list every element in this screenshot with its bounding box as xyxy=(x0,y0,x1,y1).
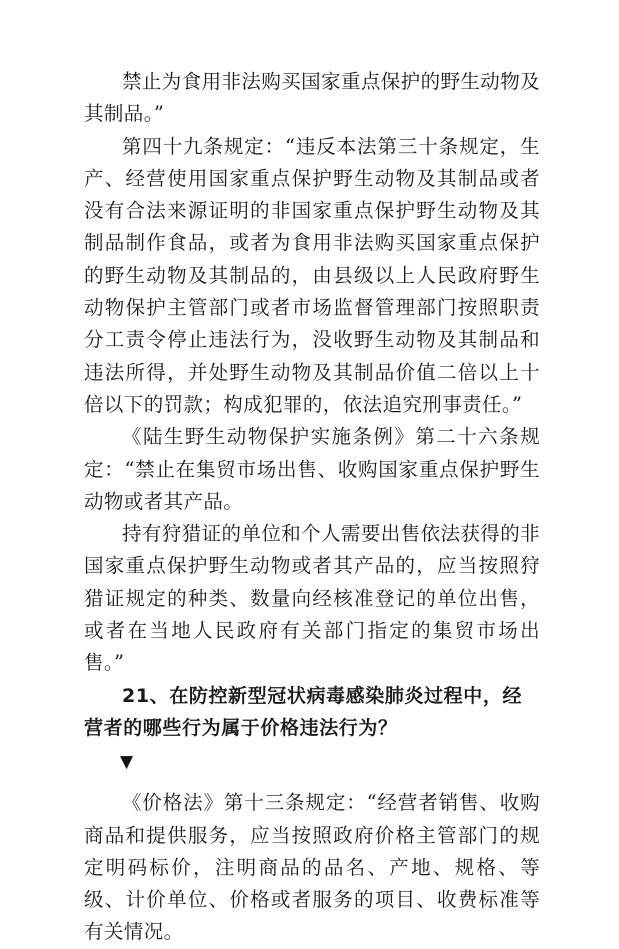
paragraph-wildlife-food-ban: 禁止为食用非法购买国家重点保护的野生动物及其制品。” xyxy=(84,70,540,126)
paragraph-price-law-article-13: 《价格法》第十三条规定：“经营者销售、收购商品和提供服务，应当按照政府价格主管部门的规定明码标价，注明商品的品名、产地、规格、等级、计价单位、价格或者服务的项目、收费标准等有关情况。 xyxy=(84,791,540,944)
question-heading-21: 21、在防控新型冠状病毒感染肺炎过程中，经营者的哪些行为属于价格违法行为？ xyxy=(84,684,523,739)
triangle-down-icon: ▼ xyxy=(120,752,134,773)
paragraph-terrestrial-wildlife-regulation: 《陆生野生动物保护实施条例》第二十六条规定：“禁止在集贸市场出售、收购国家重点保护野生动物或者其产品。 xyxy=(84,425,540,513)
paragraph-article-49: 第四十九条规定：“违反本法第三十条规定，生产、经营使用国家重点保护野生动物及其制品或者没有合法来源证明的非国家重点保护野生动物及其制品制作食品，或者为食用非法购买国家重点保护的野生动物及其制品的，由县级以上人民政府野生动物保护主管部门或者市场监督管理部门按照职责分工责令停止违法行为，没收野生动物及其制品和违法所得，并处野生动物及其制品价值二倍以上十倍以下的罚款；构成犯罪的，依法追究刑事责任。” xyxy=(84,134,540,416)
paragraph-hunting-license: 持有狩猎证的单位和个人需要出售依法获得的非国家重点保护野生动物或者其产品的，应当按照狩猎证规定的种类、数量向经核准登记的单位出售，或者在当地人民政府有关部门指定的集贸市场出售。” xyxy=(84,522,540,675)
document-page xyxy=(84,66,540,949)
